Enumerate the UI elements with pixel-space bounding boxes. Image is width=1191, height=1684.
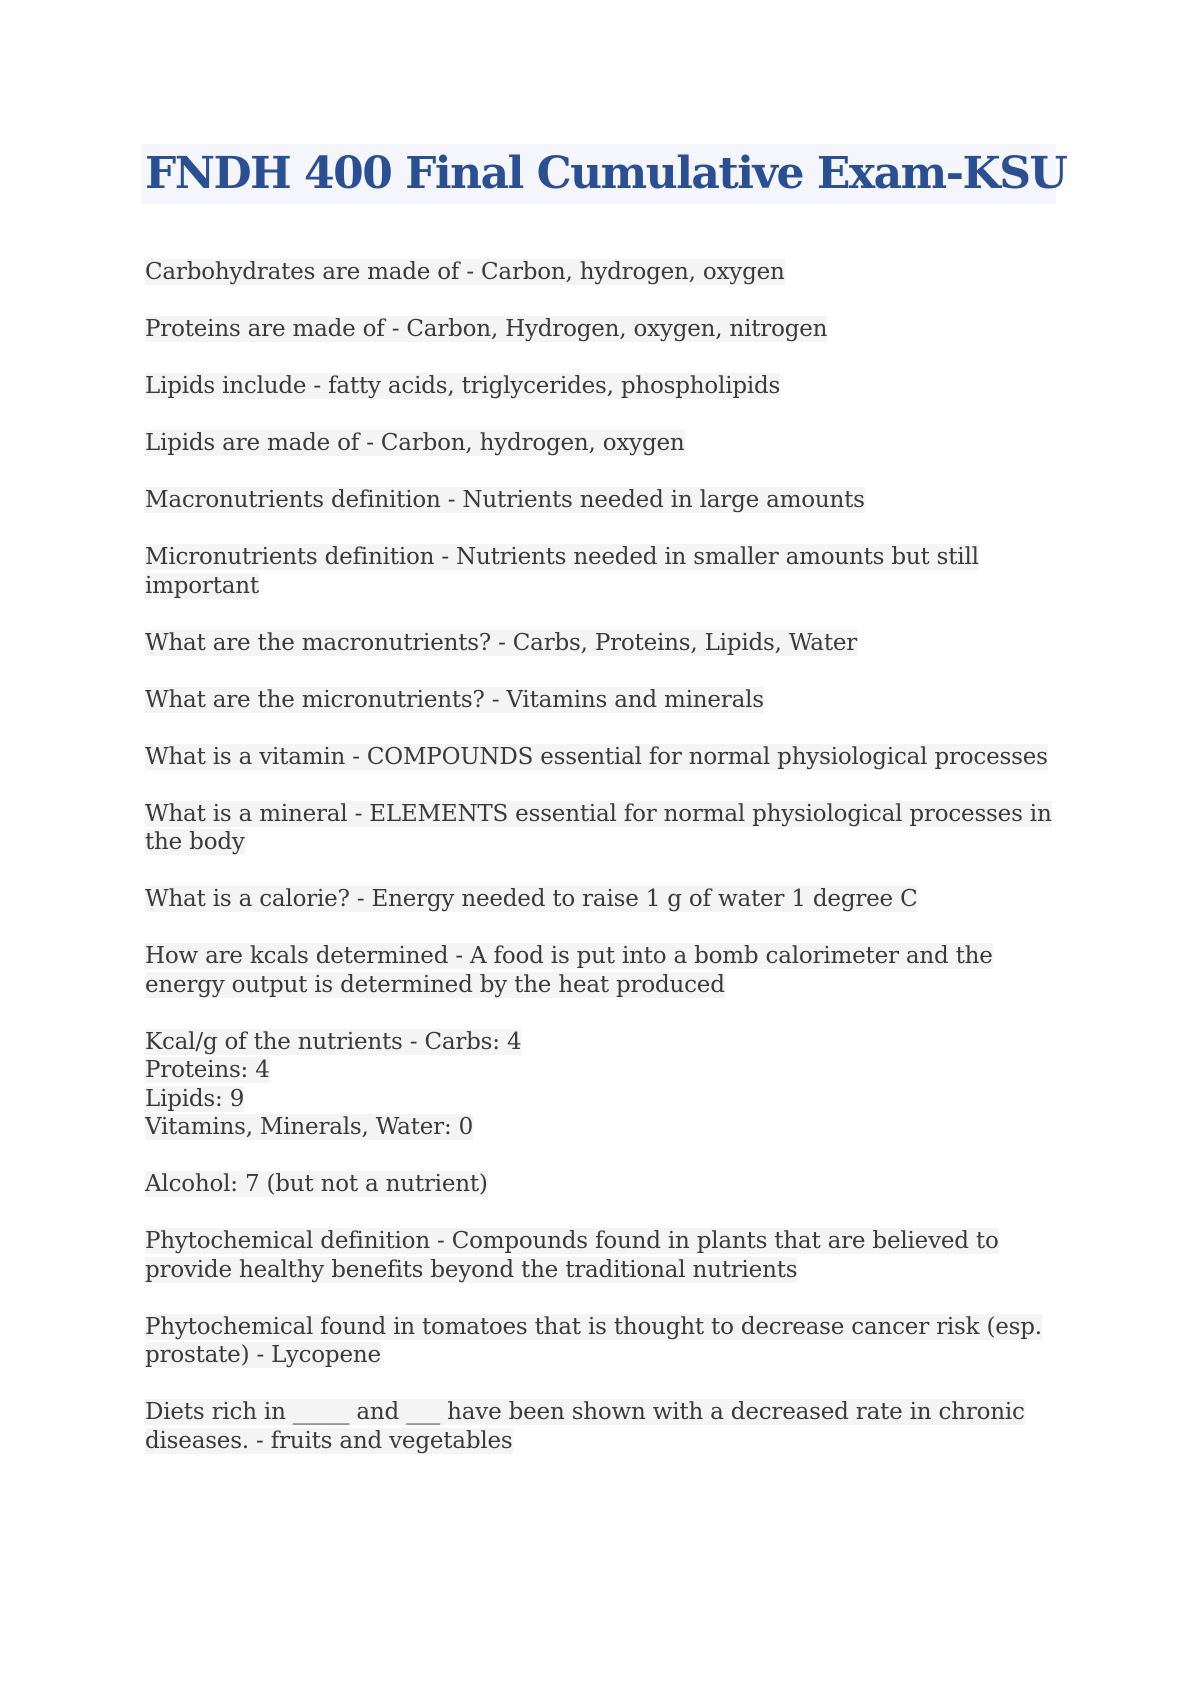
kcal-line-lipids: Lipids: 9	[145, 1085, 245, 1112]
entry-carbohydrates: Carbohydrates are made of - Carbon, hydrogen, oxygen	[145, 259, 785, 285]
entry-kcals-determined: How are kcals determined - A food is put into a bomb calorimeter and the energy output is determined by the heat produced	[145, 943, 993, 998]
flashcard-list	[145, 258, 1060, 1484]
entry-lycopene: Phytochemical found in tomatoes that is thought to decrease cancer risk (esp. prostate) - Lycopene	[145, 1313, 1042, 1368]
entry-what-are-micronutrients: What are the micronutrients? - Vitamins and minerals	[145, 686, 764, 713]
entry-calorie: What is a calorie? - Energy needed to raise 1 g of water 1 degree C	[145, 886, 918, 912]
entry-proteins: Proteins are made of - Carbon, Hydrogen, oxygen, nitrogen	[145, 316, 828, 342]
entry-kcal-per-gram	[145, 1028, 1060, 1142]
entry-lipids-made-of: Lipids are made of - Carbon, hydrogen, oxygen	[145, 430, 685, 456]
entry-vitamin: What is a vitamin - COMPOUNDS essential for normal physiological processes	[145, 743, 1048, 770]
entry-what-are-macronutrients: What are the macronutrients? - Carbs, Proteins, Lipids, Water	[145, 629, 858, 656]
entry-mineral: What is a mineral - ELEMENTS essential for normal physiological processes in the body	[145, 800, 1052, 855]
entry-alcohol: Alcohol: 7 (but not a nutrient)	[145, 1171, 488, 1197]
kcal-line-vitamins-minerals-water: Vitamins, Minerals, Water: 0	[145, 1114, 474, 1140]
entry-fruits-vegetables: Diets rich in _____ and ___ have been shown with a decreased rate in chronic diseases. - fruits and vegetables	[145, 1399, 1025, 1454]
entry-micronutrients-definition: Micronutrients definition - Nutrients needed in smaller amounts but still important	[145, 544, 979, 599]
kcal-line-proteins: Proteins: 4	[145, 1057, 270, 1083]
entry-lipids-include: Lipids include - fatty acids, triglycerides, phospholipids	[145, 373, 781, 399]
entry-macronutrients-definition: Macronutrients definition - Nutrients needed in large amounts	[145, 487, 865, 513]
entry-phytochemical-definition: Phytochemical definition - Compounds found in plants that are believed to provide healthy benefits beyond the traditional nutrients	[145, 1228, 999, 1283]
document-title: FNDH 400 Final Cumulative Exam-KSU	[145, 148, 1067, 199]
title-banner	[141, 144, 1067, 204]
kcal-line-carbs: Kcal/g of the nutrients - Carbs: 4	[145, 1028, 522, 1055]
